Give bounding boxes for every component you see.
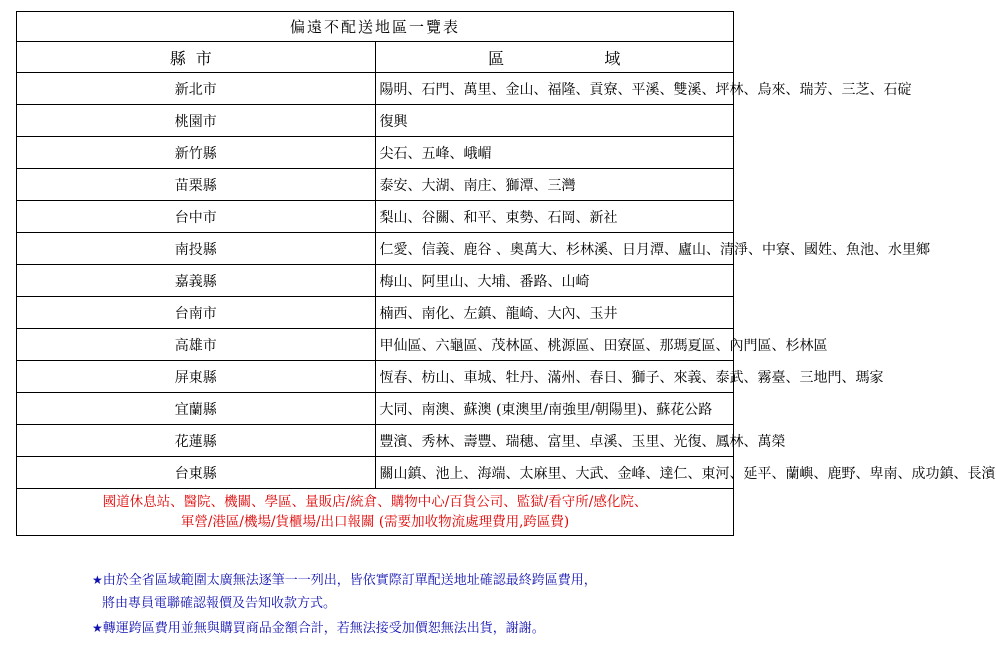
special-line-2: 軍營/港區/機場/貨櫃場/出口報關 (需要加收物流處理費用,跨區費)	[180, 514, 570, 530]
note-3-text: 轉運跨區費用並無與購買商品金額合計，若無法接受加價恕無法出貨，謝謝。	[102, 621, 545, 636]
notes	[92, 568, 732, 640]
regions-cell: 仁愛、信義、鹿谷 、奧萬大、杉林溪、日月潭、廬山、清淨、中寮、國姓、魚池、水里鄉	[375, 233, 734, 265]
table-row	[17, 105, 734, 137]
regions-cell: 楠西、南化、左鎮、龍崎、大內、玉井	[375, 297, 734, 329]
table-title-row	[17, 12, 734, 42]
table-row	[17, 361, 734, 393]
note-2	[92, 616, 732, 640]
table-row	[17, 265, 734, 297]
county-cell: 宜蘭縣	[17, 393, 376, 425]
regions-cell: 復興	[375, 105, 734, 137]
special-line-1: 國道休息站、醫院、機關、學區、量販店/統倉、購物中心/百貨公司、監獄/看守所/感化院、	[102, 494, 648, 510]
table-row	[17, 329, 734, 361]
header-region-char-2: 域	[604, 48, 621, 68]
remote-area-table	[16, 11, 996, 536]
star-icon: ★	[92, 573, 103, 587]
note-1	[92, 568, 732, 592]
county-cell: 台南市	[17, 297, 376, 329]
table-row	[17, 73, 734, 105]
table-row	[17, 137, 734, 169]
table-row	[17, 233, 734, 265]
note-1-continued	[92, 592, 732, 616]
special-locations-row	[17, 489, 734, 536]
regions-cell: 恆春、枋山、車城、牡丹、滿州、春日、獅子、來義、泰武、霧臺、三地門、瑪家	[375, 361, 734, 393]
county-cell: 新竹縣	[17, 137, 376, 169]
table-row	[17, 425, 734, 457]
regions-cell: 尖石、五峰、峨嵋	[375, 137, 734, 169]
regions-cell: 梅山、阿里山、大埔、番路、山崎	[375, 265, 734, 297]
star-icon: ★	[92, 621, 103, 635]
table-row	[17, 457, 734, 489]
table-title: 偏遠不配送地區一覽表	[17, 12, 734, 42]
county-cell: 新北市	[17, 73, 376, 105]
county-cell: 苗栗縣	[17, 169, 376, 201]
county-cell: 屏東縣	[17, 361, 376, 393]
special-locations	[17, 489, 734, 536]
table-row	[17, 169, 734, 201]
county-cell: 花蓮縣	[17, 425, 376, 457]
regions-cell: 甲仙區、六龜區、茂林區、桃源區、田寮區、那瑪夏區、內門區、杉林區	[375, 329, 734, 361]
header-county: 縣市	[17, 42, 376, 73]
county-cell: 桃園市	[17, 105, 376, 137]
table-row	[17, 297, 734, 329]
header-region-char-1: 區	[488, 48, 505, 68]
note-2-text: 將由專員電聯確認報價及告知收款方式。	[102, 596, 337, 611]
note-1-text: 由於全省區域範圍太廣無法逐筆一一列出，皆依實際訂單配送地址確認最終跨區費用，	[102, 573, 597, 588]
regions-cell: 關山鎮、池上、海端、太麻里、大武、金峰、達仁、東河、延平、蘭嶼、鹿野、卑南、成功鎮、長濱	[375, 457, 734, 489]
county-cell: 台東縣	[17, 457, 376, 489]
table-header-row	[17, 42, 734, 73]
county-cell: 嘉義縣	[17, 265, 376, 297]
regions-cell: 梨山、谷關、和平、東勢、石岡、新社	[375, 201, 734, 233]
table-row	[17, 201, 734, 233]
header-region	[375, 42, 734, 73]
county-cell: 高雄市	[17, 329, 376, 361]
regions-cell: 泰安、大湖、南庄、獅潭、三灣	[375, 169, 734, 201]
county-cell: 南投縣	[17, 233, 376, 265]
regions-cell: 豐濱、秀林、壽豐、瑞穗、富里、卓溪、玉里、光復、鳳林、萬榮	[375, 425, 734, 457]
regions-cell: 大同、南澳、蘇澳 (東澳里/南強里/朝陽里)、蘇花公路	[375, 393, 734, 425]
regions-cell: 陽明、石門、萬里、金山、福隆、貢寮、平溪、雙溪、坪林、烏來、瑞芳、三芝、石碇	[375, 73, 734, 105]
table-row	[17, 393, 734, 425]
county-cell: 台中市	[17, 201, 376, 233]
